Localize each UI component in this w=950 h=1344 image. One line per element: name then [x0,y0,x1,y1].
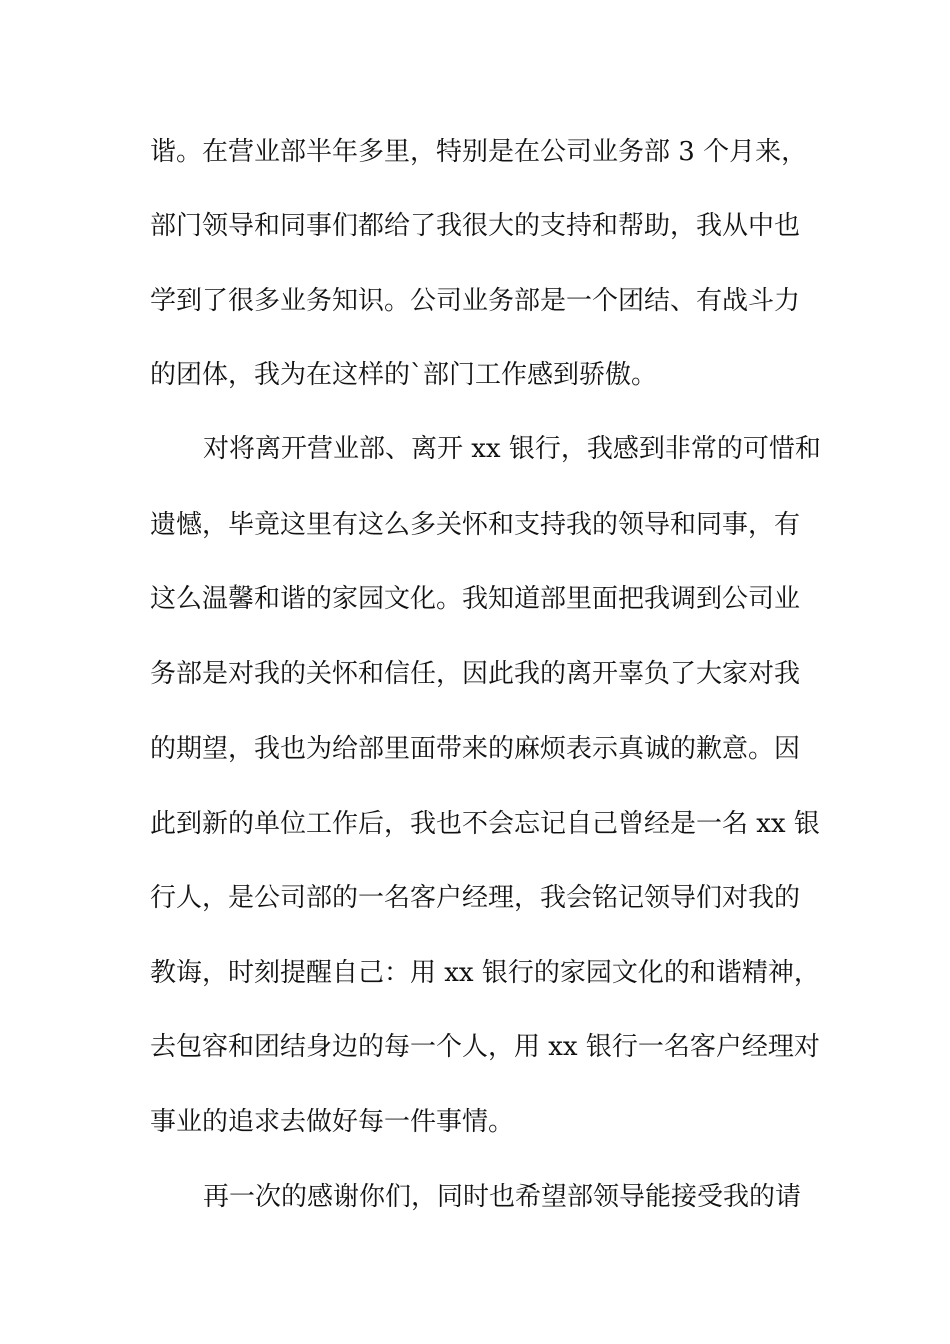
text-line-3: 学到了很多业务知识。公司业务部是一个团结、有战斗力 [150,286,801,316]
text-line-2: 部门领导和同事们都给了我很大的支持和帮助，我从中也 [150,211,801,241]
text-line-13: 去包容和团结身边的每一个人，用 xx 银行一名客户经理对 [150,1032,820,1062]
text-line-1: 谐。在营业部半年多里，特别是在公司业务部 3 个月来， [150,137,808,167]
text-line-10: 此到新的单位工作后，我也不会忘记自己曾经是一名 xx 银 [150,809,820,839]
text-line-7: 这么温馨和谐的家园文化。我知道部里面把我调到公司业 [150,584,801,614]
text-line-12: 教诲，时刻提醒自己：用 xx 银行的家园文化的和谐精神， [150,958,820,988]
text-line-8: 务部是对我的关怀和信任，因此我的离开辜负了大家对我 [150,659,801,689]
text-line-14: 事业的追求去做好每一件事情。 [150,1107,515,1137]
text-line-9: 的期望，我也为给部里面带来的麻烦表示真诚的歉意。因 [150,734,801,764]
text-line-11: 行人，是公司部的一名客户经理，我会铭记领导们对我的 [150,883,801,913]
text-line-15: 再一次的感谢你们，同时也希望部领导能接受我的请 [203,1182,802,1212]
text-line-5: 对将离开营业部、离开 xx 银行，我感到非常的可惜和 [203,434,821,464]
text-line-6: 遗憾，毕竟这里有这么多关怀和支持我的领导和同事，有 [150,510,801,540]
text-line-4: 的团体，我为在这样的`部门工作感到骄傲。 [150,360,658,390]
